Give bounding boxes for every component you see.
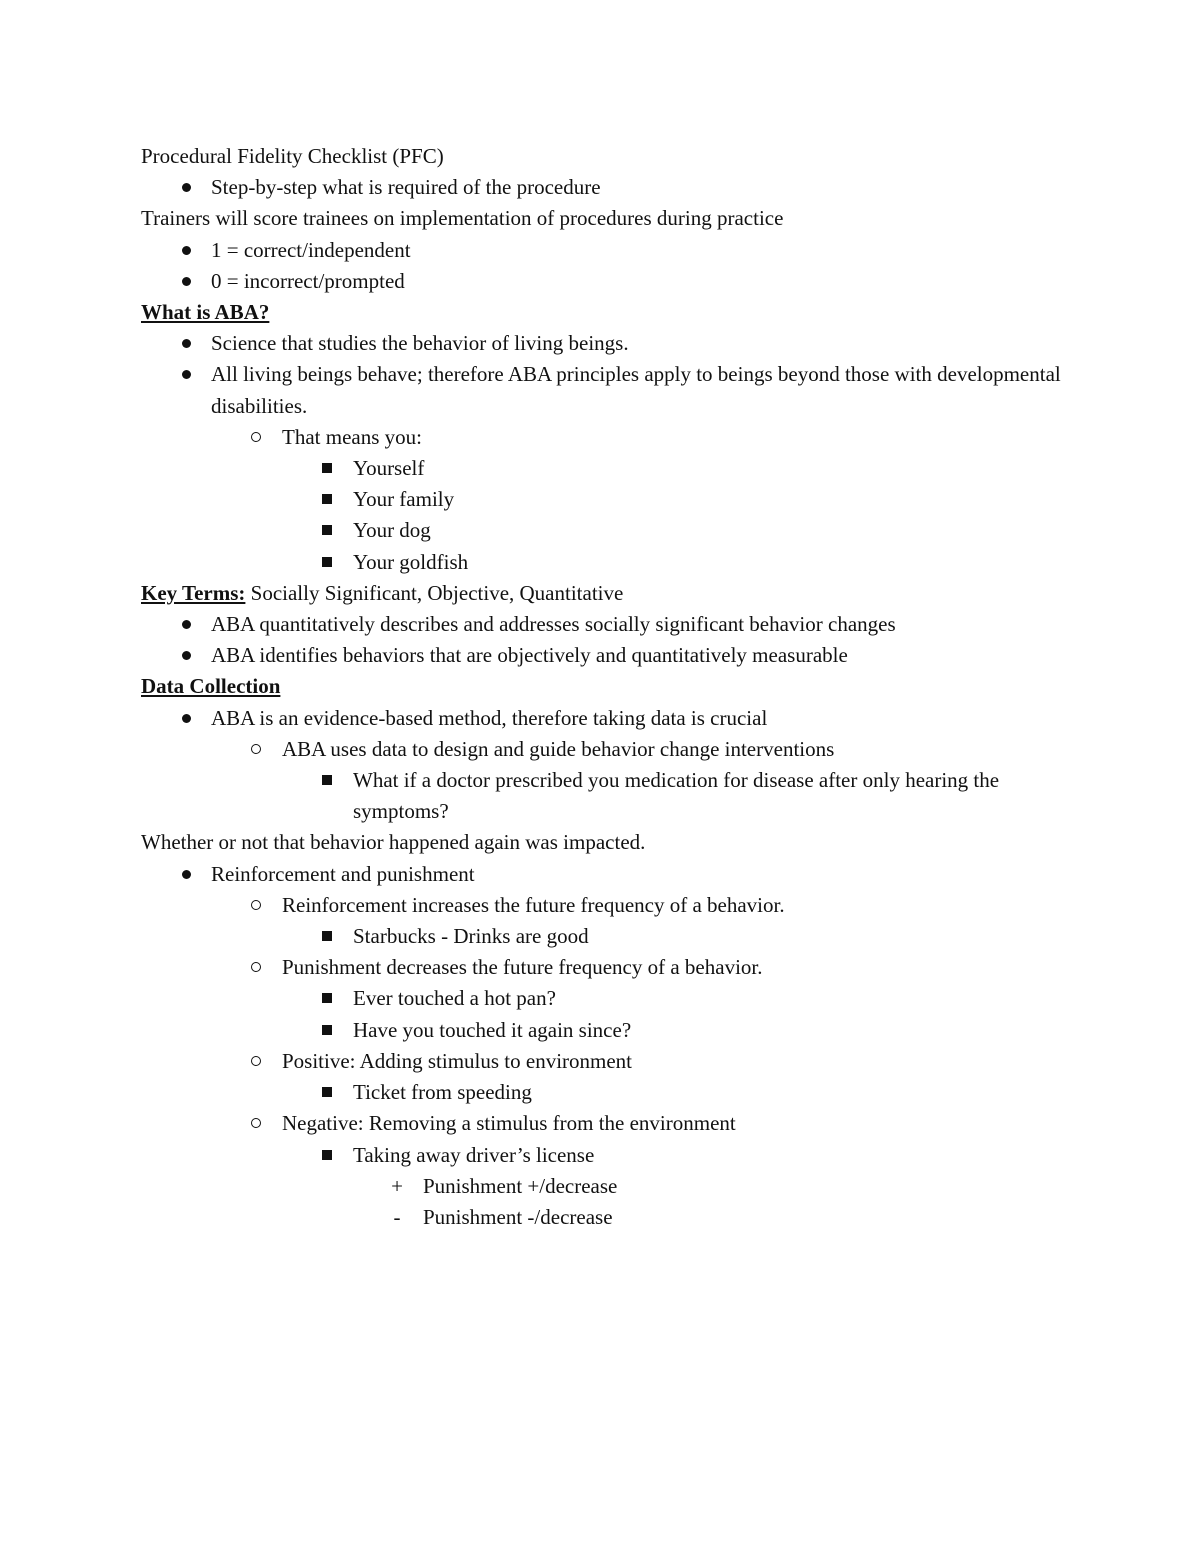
list-item [141,453,1061,484]
bullet-circle-icon [241,734,271,765]
key-terms-text: Socially Significant, Objective, Quantitative [245,580,624,605]
bullet-dot-icon [171,172,201,203]
bullet-square-icon [312,1077,342,1108]
bullet-circle-icon [241,890,271,921]
list-item [141,890,1061,921]
list-item-text: All living beings behave; therefore ABA principles apply to beings beyond those with developmental disabilities. [211,362,1061,418]
pfc-title: Procedural Fidelity Checklist (PFC) [141,144,444,168]
plus-marker: + [391,1173,403,1198]
list-item-text: That means you: [282,424,422,449]
heading-text: Key Terms: [141,580,246,605]
list-item [141,547,1061,578]
list-item [141,734,1061,765]
list-item-text: Yourself [353,456,425,481]
list-item [141,1077,1061,1108]
bullet-circle-icon [241,952,271,983]
whether-text: Whether or not that behavior happened again was impacted. [141,830,646,855]
bullet-square-icon [312,1015,342,1046]
list-item-text: Step-by-step what is required of the procedure [211,175,601,200]
list-item-text: Reinforcement and punishment [211,861,475,886]
list-item [141,921,1061,952]
list-item-text: Your dog [353,518,431,543]
list-item-text: Your family [353,487,455,512]
bullet-circle-icon [241,422,271,453]
list-item-text: ABA quantitatively describes and addresses socially significant behavior changes [211,612,896,637]
section-heading-aba [141,297,1061,328]
list-item [141,235,1061,266]
list-item-text: Reinforcement increases the future frequency of a behavior. [282,892,785,917]
bullet-square-icon [312,484,342,515]
bullet-square-icon [312,921,342,952]
document-body [141,141,1061,1233]
list-item [141,515,1061,546]
bullet-dot-icon [171,328,201,359]
list-item [141,983,1061,1014]
list-item [141,640,1061,671]
bullet-dot-icon [171,609,201,640]
section-heading-data-collection [141,671,1061,702]
list-item-text: 0 = incorrect/prompted [211,268,405,293]
minus-marker: - [393,1204,401,1229]
bullet-square-icon [312,765,342,796]
trainers-text: Trainers will score trainees on implementation of procedures during practice [141,206,784,231]
list-item [141,765,1061,827]
list-item [141,359,1061,421]
list-item-text: Punishment decreases the future frequency of a behavior. [282,955,763,980]
list-item-text: ABA is an evidence-based method, therefore taking data is crucial [211,705,768,730]
heading-text: What is ABA? [141,300,270,325]
list-item-text: Punishment -/decrease [423,1204,613,1229]
list-item [141,484,1061,515]
bullet-square-icon [312,983,342,1014]
bullet-circle-icon [241,1108,271,1139]
bullet-square-icon [312,453,342,484]
section-heading-key-terms [141,578,1061,609]
list-item-text: What if a doctor prescribed you medication for disease after only hearing the symptoms? [353,768,1000,824]
bullet-dot-icon [171,640,201,671]
list-item-text: Your goldfish [353,549,469,574]
list-item [141,952,1061,983]
list-item-text: Negative: Removing a stimulus from the environment [282,1111,736,1136]
bullet-dot-icon [171,359,201,390]
list-item [141,422,1061,453]
list-item [141,266,1061,297]
list-item [141,172,1061,203]
list-item [141,859,1061,890]
list-item [141,328,1061,359]
list-item [141,1202,1061,1233]
list-item [141,1015,1061,1046]
list-item-text: Have you touched it again since? [353,1017,632,1042]
list-item-text: Ever touched a hot pan? [353,986,556,1011]
heading-text: Data Collection [141,674,281,699]
list-item-text: Starbucks - Drinks are good [353,924,589,949]
list-item [141,1108,1061,1139]
list-item [141,1140,1061,1171]
bullet-dot-icon [171,266,201,297]
list-item-text: 1 = correct/independent [211,237,411,262]
bullet-square-icon [312,547,342,578]
list-item [141,1171,1061,1202]
list-item-text: Taking away driver’s license [353,1142,595,1167]
bullet-square-icon [312,1140,342,1171]
list-item [141,703,1061,734]
list-item-text: Punishment +/decrease [423,1173,618,1198]
list-item-text: ABA identifies behaviors that are objectively and quantitatively measurable [211,643,848,668]
bullet-dot-icon [171,859,201,890]
bullet-dot-icon [171,703,201,734]
list-item-text: Positive: Adding stimulus to environment [282,1048,633,1073]
list-item-text: ABA uses data to design and guide behavior change interventions [282,736,835,761]
bullet-square-icon [312,515,342,546]
list-item [141,609,1061,640]
list-item-text: Science that studies the behavior of living beings. [211,331,629,356]
list-item-text: Ticket from speeding [353,1080,532,1105]
bullet-circle-icon [241,1046,271,1077]
bullet-dot-icon [171,235,201,266]
list-item [141,1046,1061,1077]
